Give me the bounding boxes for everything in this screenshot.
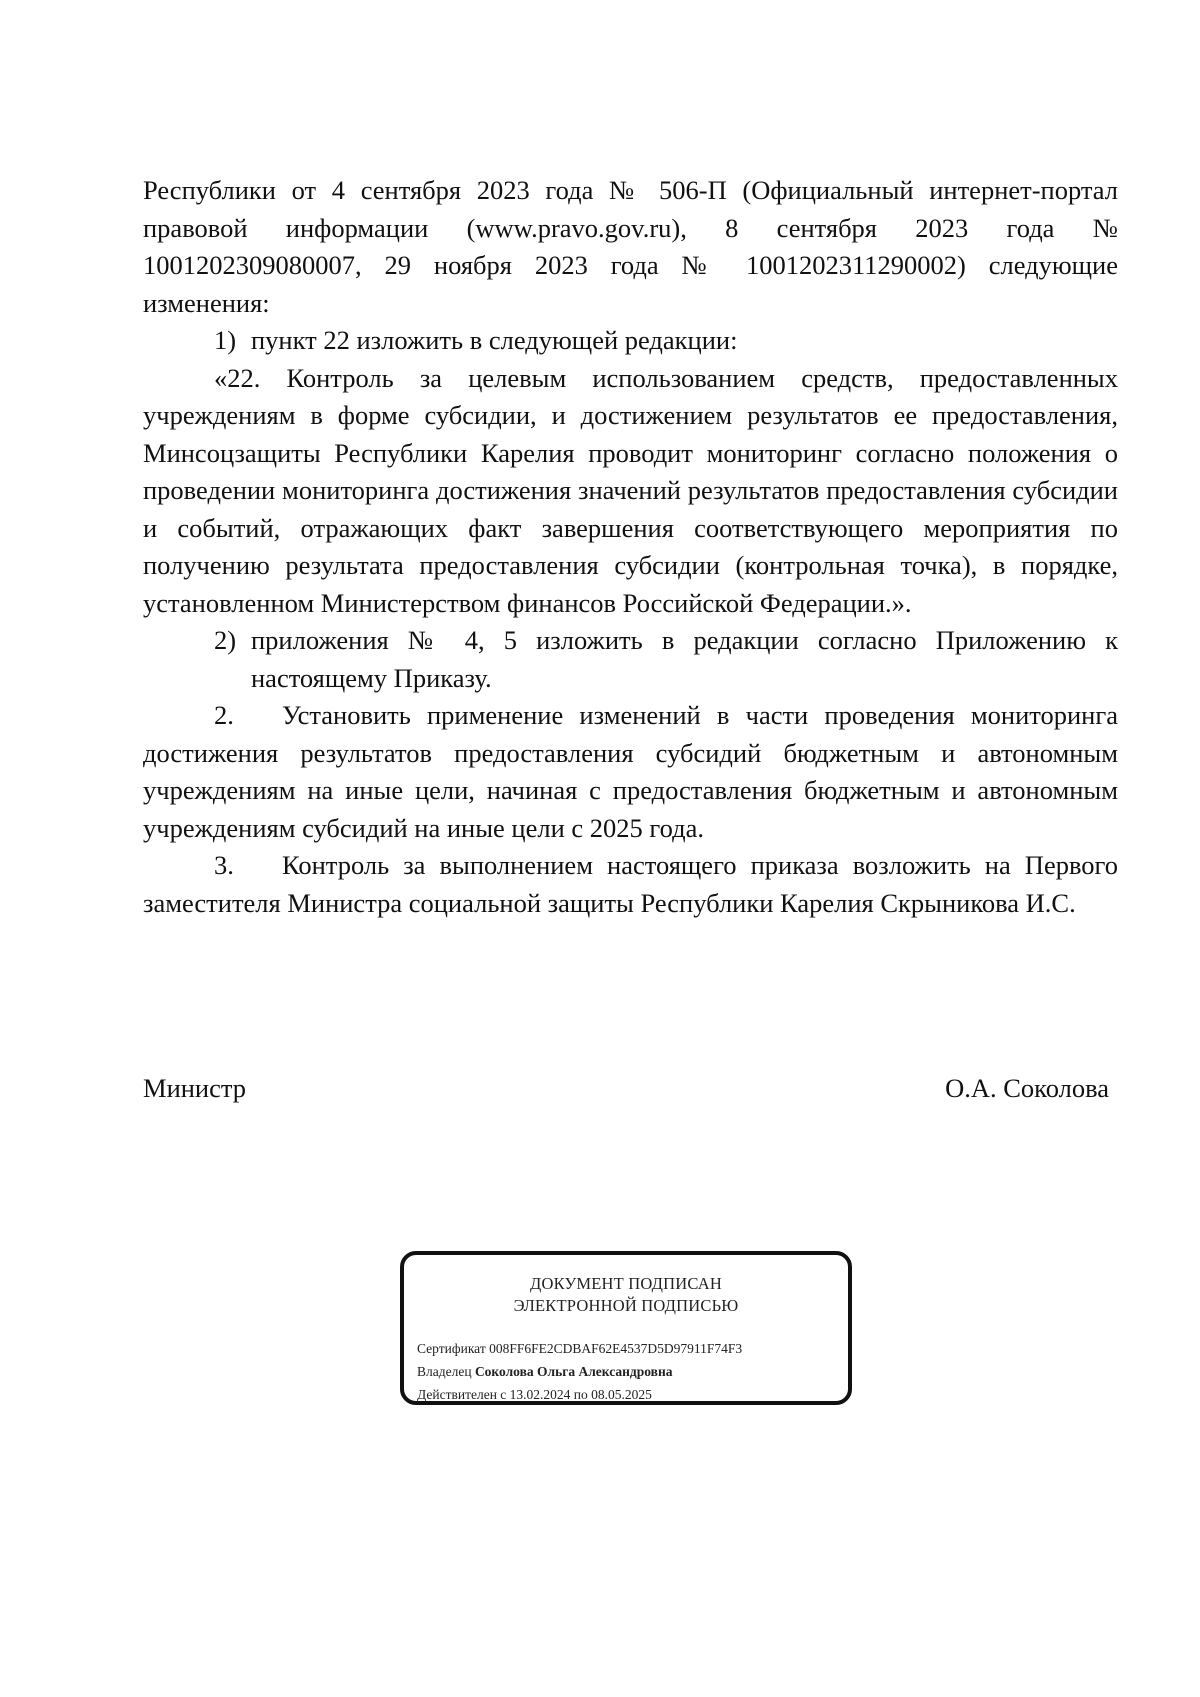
- point-3-number: 3.: [214, 850, 234, 880]
- signature-row: [143, 1070, 1109, 1107]
- point-2-paragraph: [143, 697, 1118, 847]
- list-item-1: [214, 322, 1118, 360]
- point-3-paragraph: [143, 847, 1118, 922]
- list-item-2: [214, 622, 1118, 697]
- point-2-number: 2.: [214, 700, 234, 730]
- list-item-1-number: 1): [214, 325, 237, 355]
- stamp-details: [417, 1337, 742, 1406]
- intro-paragraph: Республики от 4 сентября 2023 года № 506-П (Официальный интернет-портал правовой информации (www.pravo.gov.ru), 8 сентября 2023 года № 1001202309080007, 29 ноября 2023 года № 1001202311290002) следующие изменения:: [143, 175, 1118, 318]
- stamp-owner-label: Владелец: [417, 1364, 472, 1379]
- electronic-signature-stamp: [400, 1251, 852, 1405]
- list-item-2-text: приложения № 4, 5 изложить в редакции согласно Приложению к настоящему Приказу.: [251, 625, 1118, 693]
- stamp-title: [404, 1273, 848, 1317]
- quoted-paragraph: «22. Контроль за целевым использованием средств, предоставленных учреждениям в форме субсидии, и достижением результатов ее предоставления, Минсоцзащиты Республики Карелия проводит мониторинг согласно положения о проведении мониторинга достижения значений результатов предоставления субсидии и событий, отражающих факт завершения соответствующего мероприятия по получению результата предоставления субсидии (контрольная точка), в порядке, установленном Министерством финансов Российской Федерации.».: [143, 362, 1118, 618]
- stamp-owner-value: Соколова Ольга Александровна: [474, 1364, 673, 1379]
- stamp-valid-to-label: по: [573, 1387, 588, 1402]
- signatory-name: О.А. Соколова: [945, 1073, 1109, 1103]
- stamp-certificate-value: 008FF6FE2CDBAF62E4537D5D97911F74F3: [489, 1341, 743, 1356]
- signatory-position: Министр: [143, 1073, 247, 1103]
- stamp-title-line-1: ДОКУМЕНТ ПОДПИСАН: [530, 1274, 722, 1293]
- stamp-title-line-2: ЭЛЕКТРОННОЙ ПОДПИСЬЮ: [513, 1296, 739, 1315]
- stamp-valid-to: 08.05.2025: [591, 1387, 652, 1402]
- document-body: [143, 172, 1118, 922]
- stamp-certificate-label: Сертификат: [417, 1341, 486, 1356]
- stamp-validity-line: [417, 1383, 742, 1406]
- stamp-valid-from: 13.02.2024: [509, 1387, 571, 1402]
- point-3-text: Контроль за выполнением настоящего приказа возложить на Первого заместителя Министра социальной защиты Республики Карелия Скрыникова И.С.: [143, 850, 1118, 918]
- stamp-certificate-line: [417, 1337, 742, 1360]
- stamp-owner-line: [417, 1360, 742, 1383]
- list-item-1-text: пункт 22 изложить в следующей редакции:: [251, 325, 738, 355]
- list-item-2-number: 2): [214, 625, 237, 655]
- stamp-valid-label: Действителен с: [417, 1387, 507, 1402]
- point-2-text: Установить применение изменений в части проведения мониторинга достижения результатов предоставления субсидий бюджетным и автономным учреждениям на иные цели, начиная с предоставления бюджетным и автономным учреждениям субсидий на иные цели с 2025 года.: [143, 700, 1118, 843]
